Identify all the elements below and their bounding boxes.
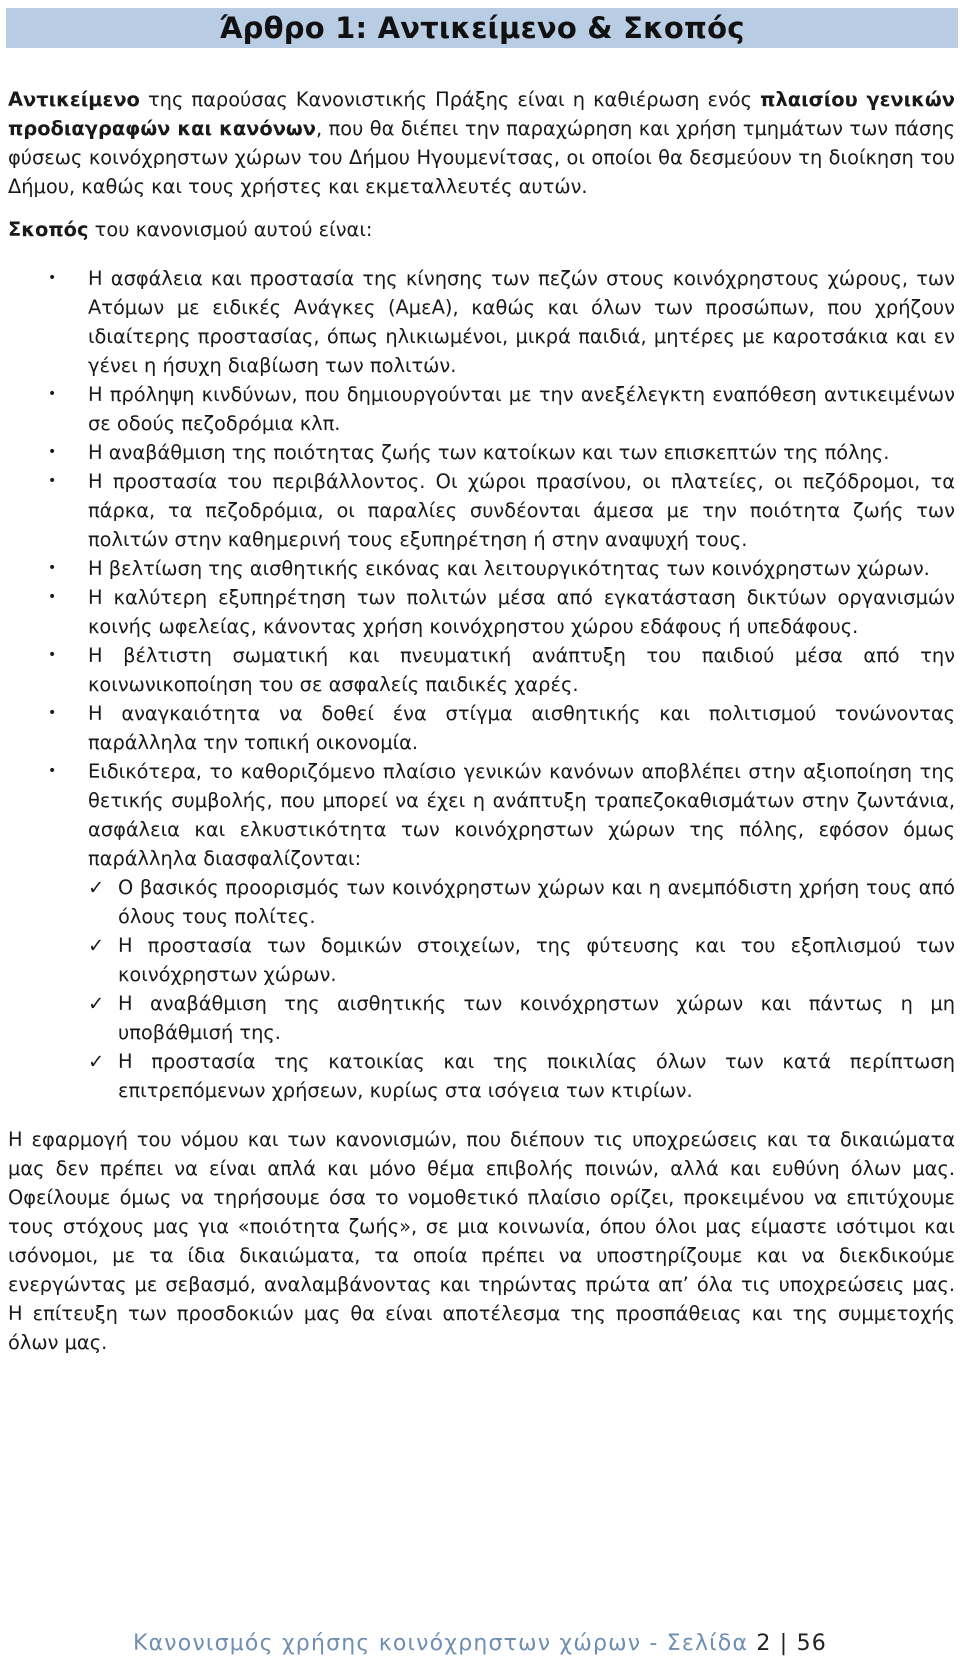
footer-page-number: 2 — [756, 1631, 772, 1656]
checkmark-icon: ✓ — [88, 876, 105, 899]
intro-text-1: της παρούσας Κανονιστικής Πράξης είναι η καθιέρωση ενός — [139, 88, 761, 111]
purpose-list — [8, 264, 955, 1105]
intro-text-2: , που θα διέπει την παραχώρηση και χρήση τμημάτων των πάσης φύσεως κοινόχρηστων χώρων του Δήμου Ηγουμενίτσας, οι οποίοι θα δεσμεύουν τη διοίκηση του Δήμου, καθώς και τους χρήστες και εκμεταλλευτές αυτών. — [8, 117, 955, 198]
checklist-item — [88, 1047, 955, 1105]
bullet-icon: • — [48, 473, 57, 489]
list-item-text: Η καλύτερη εξυπηρέτηση των πολιτών μέσα από εγκατάσταση δικτύων οργανισμών κοινής ωφελείας, κάνοντας χρήση κοινόχρηστου χώρου εδάφους ή υπεδάφους. — [88, 586, 955, 638]
article-title: Άρθρο 1: Αντικείμενο & Σκοπός — [219, 11, 745, 45]
list-item — [8, 554, 955, 583]
list-item — [8, 641, 955, 699]
checklist-item-text: Η αναβάθμιση της αισθητικής των κοινόχρηστων χώρων και πάντως η μη υποβάθμισή της. — [118, 992, 955, 1044]
bullet-icon: • — [48, 647, 57, 663]
purpose-bold: Σκοπός — [8, 218, 89, 241]
bullet-icon: • — [48, 763, 57, 779]
bullet-icon: • — [48, 705, 57, 721]
checklist-item — [88, 989, 955, 1047]
intro-bold-framework: πλαισίου γενικών προδιαγραφών και κανόνων — [8, 88, 955, 140]
list-item-text: Η προστασία του περιβάλλοντος. Οι χώροι πρασίνου, οι πλατείες, οι πεζόδρομοι, τα πάρκα, τα πεζοδρόμια, οι παραλίες συνδέονται άμεσα με την ποιότητα ζωής των πολιτών στην καθημερινή τους εξυπηρέτηση ή στην αναψυχή τους. — [88, 470, 955, 551]
bullet-icon: • — [48, 589, 57, 605]
checklist-item — [88, 931, 955, 989]
list-item-text: Η ασφάλεια και προστασία της κίνησης των πεζών στους κοινόχρηστους χώρους, των Ατόμων με ειδικές Ανάγκες (ΑμεΑ), καθώς και όλων των προσώπων, που χρήζουν ιδιαίτερης προστασίας, όπως ηλικιωμένοι, μικρά παιδιά, μητέρες με καροτσάκια και εν γένει η ήσυχη διαβίωση των πολιτών. — [88, 267, 955, 377]
footer-separator: | — [779, 1631, 789, 1656]
article-body — [8, 85, 955, 1357]
bullet-icon: • — [48, 444, 57, 460]
checkmark-icon: ✓ — [88, 934, 105, 957]
bullet-icon: • — [48, 270, 57, 286]
purpose-paragraph — [8, 215, 955, 244]
checklist-item-text: Ο βασικός προορισμός των κοινόχρηστων χώρων και η ανεμπόδιστη χρήση τους από όλους τους πολίτες. — [118, 876, 955, 928]
footer-title: Κανονισμός χρήσης κοινόχρηστων χώρων - Σελίδα — [132, 1631, 757, 1656]
list-item-text: Ειδικότερα, το καθοριζόμενο πλαίσιο γενικών κανόνων αποβλέπει στην αξιοποίηση της θετικής συμβολής, που μπορεί να έχει η ανάπτυξη τραπεζοκαθισμάτων στην ζωντάνια, ασφάλεια και ελκυστικότητα των κοινόχρηστων χώρων της πόλης, εφόσον όμως παράλληλα διασφαλίζονται: — [88, 760, 955, 870]
checkmark-icon: ✓ — [88, 1050, 105, 1073]
list-item — [8, 438, 955, 467]
list-item — [8, 757, 955, 1105]
closing-paragraph: Η εφαρμογή του νόμου και των κανονισμών, που διέπουν τις υποχρεώσεις και τα δικαιώματα μας δεν πρέπει να είναι απλά και μόνο θέμα επιβολής ποινών, αλλά και ευθύνη όλων μας. Οφείλουμε όμως να τηρήσουμε όσα το νομοθετικό πλαίσιο ορίζει, προκειμένου να επιτύχουμε τους στόχους μας για «ποιότητα ζωής», σε μια κοινωνία, όπου όλοι μας είμαστε ισότιμοι και ισόνομοι, με τα ίδια δικαιώματα, τα οποία πρέπει να υποστηρίζουμε και να διεκδικούμε ενεργώντας με σεβασμό, αναλαμβάνοντας και τηρώντας πρώτα απ’ όλα τις υποχρεώσεις μας. Η επίτευξη των προσδοκιών μας θα είναι αποτέλεσμα της προσπάθειας και της συμμετοχής όλων μας. — [8, 1128, 955, 1354]
purpose-text: του κανονισμού αυτού είναι: — [88, 218, 373, 241]
conditions-checklist — [88, 873, 955, 1105]
list-item-text: Η βέλτιστη σωματική και πνευματική ανάπτυξη του παιδιού μέσα από την κοινωνικοποίηση του σε ασφαλείς παιδικές χαρές. — [88, 644, 955, 696]
checklist-item-text: Η προστασία της κατοικίας και της ποικιλίας όλων των κατά περίπτωση επιτρεπόμενων χρήσεων, κυρίως στα ισόγεια των κτιρίων. — [118, 1050, 955, 1102]
checklist-item — [88, 873, 955, 931]
list-item-text: Η βελτίωση της αισθητικής εικόνας και λειτουργικότητας των κοινόχρηστων χώρων. — [88, 557, 930, 580]
list-item-text: Η αναβάθμιση της ποιότητας ζωής των κατοίκων και των επισκεπτών της πόλης. — [88, 441, 890, 464]
checklist-item-text: Η προστασία των δομικών στοιχείων, της φύτευσης και του εξοπλισμού των κοινόχρηστων χώρων. — [118, 934, 955, 986]
list-item-text: Η πρόληψη κινδύνων, που δημιουργούνται με την ανεξέλεγκτη εναπόθεση αντικειμένων σε οδούς πεζοδρόμια κλπ. — [88, 383, 955, 435]
footer-total-pages: 56 — [796, 1631, 828, 1656]
list-item — [8, 583, 955, 641]
list-item-text: Η αναγκαιότητα να δοθεί ένα στίγμα αισθητικής και πολιτισμού τονώνοντας παράλληλα την τοπική οικονομία. — [88, 702, 955, 754]
intro-paragraph — [8, 85, 955, 201]
article-title-bar — [6, 8, 958, 48]
page-footer — [0, 1631, 960, 1656]
list-item — [8, 380, 955, 438]
bullet-icon: • — [48, 560, 57, 576]
checkmark-icon: ✓ — [88, 992, 105, 1015]
list-item — [8, 264, 955, 380]
list-item — [8, 467, 955, 554]
bullet-icon: • — [48, 386, 57, 402]
list-item — [8, 699, 955, 757]
intro-bold-subject: Αντικείμενο — [8, 88, 140, 111]
